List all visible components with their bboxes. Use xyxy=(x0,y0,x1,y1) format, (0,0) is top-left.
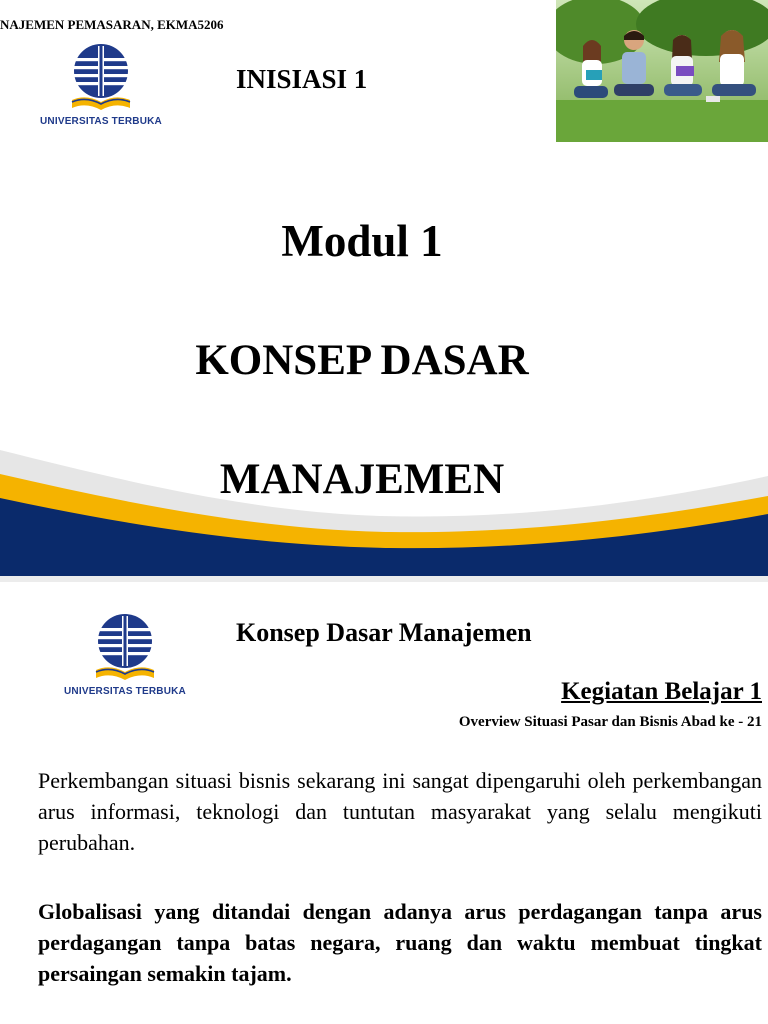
university-logo-2 xyxy=(64,612,186,697)
students-on-grass-photo xyxy=(556,0,768,142)
universitas-terbuka-logo-icon xyxy=(90,612,160,684)
paragraph-1: Perkembangan situasi bisnis sekarang ini sangat dipengaruhi oleh perkembangan arus informasi, teknologi dan tuntutan masyarakat yang selalu mengikuti perubahan. xyxy=(38,768,762,855)
title-konsep-dasar: KONSEP DASAR xyxy=(195,337,529,384)
section-heading: Konsep Dasar Manajemen xyxy=(236,618,532,647)
paragraph-2: Globalisasi yang ditandai dengan adanya arus perdagangan tanpa arus perdagangan tanpa batas negara, ruang dan waktu membuat tingkat persaingan semakin tajam. xyxy=(38,899,762,986)
module-title: Modul 1 xyxy=(281,216,443,266)
course-label: NAJEMEN PEMASARAN, EKMA5206 xyxy=(0,17,224,32)
university-logo xyxy=(40,42,162,127)
title-manajemen: MANAJEMEN xyxy=(219,456,505,503)
logo-text: UNIVERSITAS TERBUKA xyxy=(40,116,162,127)
inisiasi-title: INISIASI 1 xyxy=(236,64,368,94)
section-overview: Overview Situasi Pasar dan Bisnis Abad ke - 21 xyxy=(458,714,762,730)
universitas-terbuka-logo-icon xyxy=(66,42,136,114)
logo-text: UNIVERSITAS TERBUKA xyxy=(64,686,186,697)
section-subheading: Kegiatan Belajar 1 xyxy=(561,678,762,705)
